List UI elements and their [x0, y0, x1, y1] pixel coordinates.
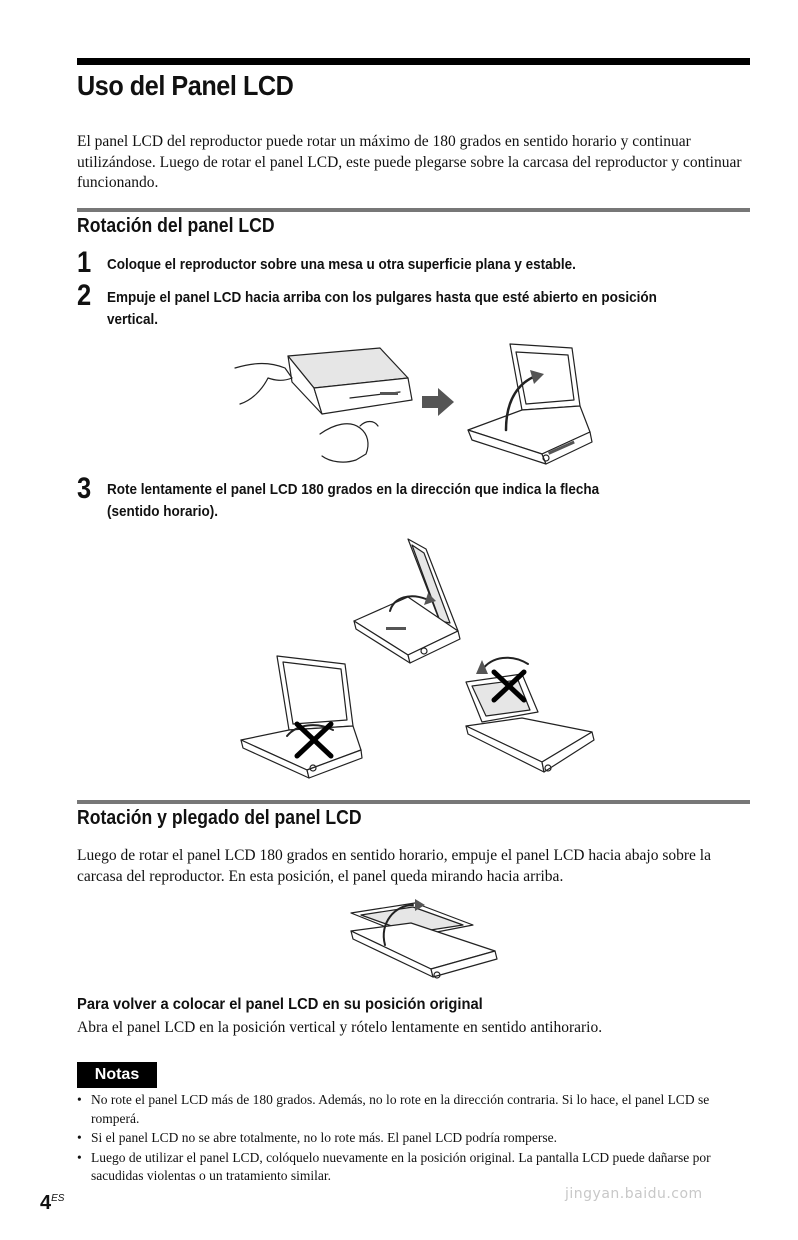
notes-list — [77, 1091, 755, 1187]
folding-heading: Rotación y plegado del panel LCD — [77, 807, 362, 829]
restore-paragraph: Abra el panel LCD en la posición vertical y rótelo lentamente en sentido antihorario. — [77, 1019, 603, 1036]
rotation-heading: Rotación del panel LCD — [77, 215, 275, 237]
page-number — [40, 1192, 64, 1215]
step-3-number: 3 — [77, 472, 92, 505]
right-hand — [320, 424, 368, 462]
restore-subheading: Para volver a colocar el panel LCD en su posición original — [77, 996, 483, 1013]
top-rule — [77, 58, 750, 65]
step-2-text: Empuje el panel LCD hacia arriba con los pulgares hasta que esté abierto en posición vertical. — [107, 289, 657, 328]
notes-badge: Notas — [77, 1062, 157, 1088]
step-1-text: Coloque el reproductor sobre una mesa u otra superficie plana y estable. — [107, 256, 576, 273]
note-item: • Si el panel LCD no se abre totalmente, no lo rote más. El panel LCD podría romperse. — [77, 1129, 755, 1148]
fold-panel-illustration — [345, 895, 505, 985]
page-language-suffix: ES — [51, 1193, 65, 1204]
page-number-value: 4 — [40, 1192, 52, 1214]
note-item: • No rote el panel LCD más de 180 grados. Además, no lo rote en la dirección contraria. Si lo hace, el panel LCD se romperá. — [77, 1091, 755, 1128]
note-item: • Luego de utilizar el panel LCD, colóquelo nuevamente en la posición original. La pantalla LCD puede dañarse por sacudidas violentas o un tratamiento similar. — [77, 1149, 755, 1186]
section-rule-rotation — [77, 208, 750, 212]
folding-paragraph: Luego de rotar el panel LCD 180 grados en sentido horario, empuje el panel LCD hacia abajo sobre la carcasa del reproductor. En esta posición, el panel queda mirando hacia arriba. — [77, 847, 711, 885]
rotate-wrong-right-illustration — [462, 652, 602, 782]
page-title: Uso del Panel LCD — [77, 70, 294, 101]
rotate-wrong-left-illustration — [237, 652, 367, 782]
next-arrow-icon — [422, 388, 454, 416]
step-3-text: Rote lentamente el panel LCD 180 grados en la dirección que indica la flecha (sentido horario). — [107, 481, 600, 520]
step-1-number: 1 — [77, 246, 92, 279]
watermark: jingyan.baidu.com — [565, 1186, 703, 1202]
section-rule-folding — [77, 800, 750, 804]
open-panel-illustration — [230, 338, 600, 468]
left-hand — [235, 364, 292, 405]
step-2-number: 2 — [77, 279, 92, 312]
intro-paragraph: El panel LCD del reproductor puede rotar un máximo de 180 grados en sentido horario y continuar utilizándose. Luego de rotar el panel LCD, este puede plegarse sobre la carcasa del reproductor y continuar funcionando. — [77, 133, 742, 191]
rotate-correct-illustration — [350, 535, 480, 665]
